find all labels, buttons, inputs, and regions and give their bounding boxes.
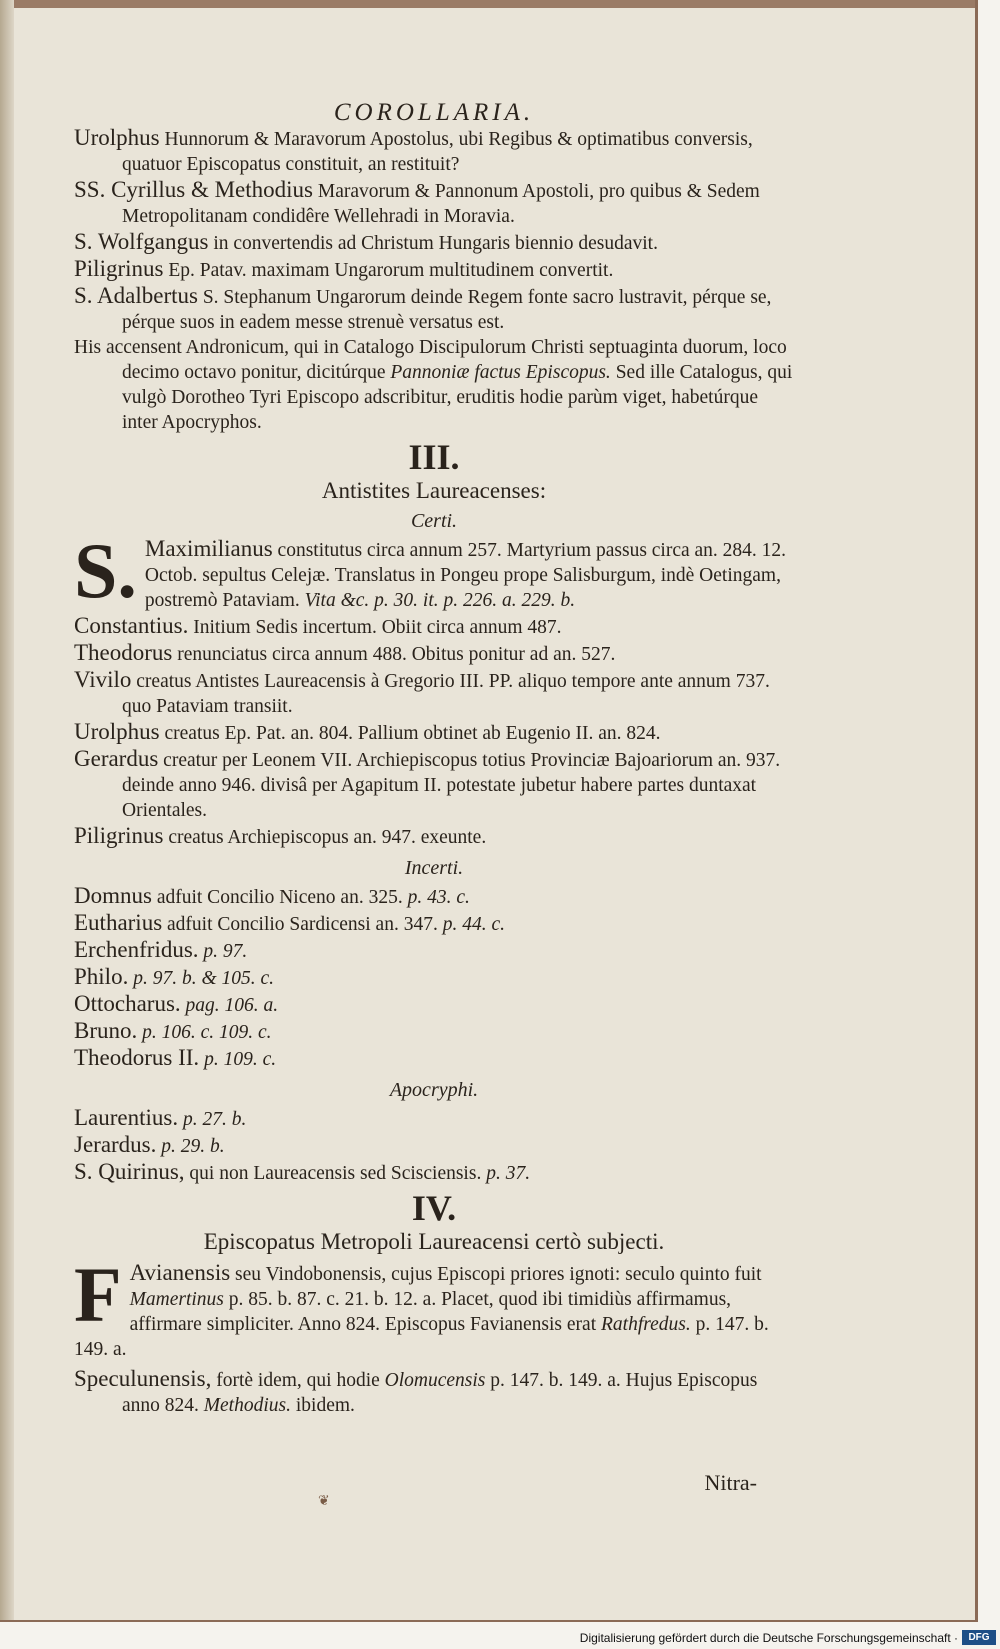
ornament-icon: ❦: [318, 1493, 330, 1509]
entry-text: adfuit Concilio Niceno an. 325.: [151, 887, 408, 908]
incerti-item: [74, 991, 794, 1018]
certi-item: [74, 640, 794, 667]
catchword: Nitra-: [704, 1470, 757, 1495]
entry-name: S. Adalbertus: [74, 283, 198, 308]
entry-name: SS. Cyrillus & Methodius: [74, 177, 313, 202]
entry-name: Erchenfridus.: [74, 937, 199, 962]
corollarium-3: [74, 229, 794, 256]
his-text-2: Sed ille Catalogus, qui vulgò Dorotheo Tyri Episcopo adscribitur, eruditis hodie parùm viget, habetúrque inter Apocryphos.: [122, 362, 793, 433]
maximilianus-text: [74, 527, 794, 614]
certi-item: [74, 823, 794, 850]
entry-text: p. 85. b. 87. c. 21. b. 12. a. Placet, quod ibi timidiùs affirmamus, affirmare simpliciter. Anno 824. Episcopus Favianensis erat: [129, 1289, 732, 1335]
certi-item: [74, 719, 794, 746]
favianensis-text: [74, 1251, 794, 1362]
entry-text: Maravorum & Pannonum Apostoli, pro quibus & Sedem Metropolitanam condidêre Wellehradi in Moravia.: [122, 181, 760, 227]
entry-name: Urolphus: [74, 719, 160, 744]
entry-name: Ottocharus.: [74, 991, 181, 1016]
apocryphi-item: [74, 1132, 794, 1159]
entry-text: p. 147. b. 149. a.: [74, 1314, 769, 1360]
entry-name: Jerardus.: [74, 1132, 157, 1157]
entry-name: Avianensis: [129, 1260, 231, 1285]
entry-name: Domnus: [74, 883, 152, 908]
corollarium-4: [74, 256, 794, 283]
corollarium-1: [74, 125, 794, 177]
entry-name: Theodorus: [74, 640, 173, 665]
section-numeral-iii: III.: [408, 437, 460, 477]
entry-ref: p. 109. c.: [204, 1049, 277, 1070]
entry-name: Bruno.: [74, 1018, 138, 1043]
incerti-list: [74, 883, 794, 1072]
incerti-item: [74, 1045, 794, 1072]
drop-capital-f: F: [74, 1251, 122, 1338]
entry-name: Speculunensis,: [74, 1366, 212, 1391]
digitization-footer: [0, 1628, 1000, 1649]
section-numeral-iv: IV.: [411, 1188, 457, 1228]
entry-text: qui non Laureacensis sed Scisciensis.: [184, 1163, 487, 1184]
entry-text: Initium Sedis incertum. Obiit circa annum 487.: [188, 617, 562, 638]
certi-item: [74, 746, 794, 823]
entry-text: p. 147. b. 149. a. Hujus Episcopus anno 824.: [122, 1370, 758, 1416]
entry-text: S. Stephanum Ungarorum deinde Regem fonte sacro lustravit, pérque se, pérque suos in eadem messe strenuè versatus est.: [122, 287, 772, 333]
entry-ref: p. 44. c.: [442, 914, 505, 935]
apocryphi-item: [74, 1105, 794, 1132]
entry-name: S. Quirinus,: [74, 1159, 185, 1184]
maximilianus-entry: [74, 527, 794, 614]
dfg-logo: DFG: [962, 1630, 996, 1645]
entry-italic: Olomucensis: [384, 1370, 486, 1391]
entry-name: S. Wolfgangus: [74, 229, 209, 254]
entry-ref: p. 106. c. 109. c.: [142, 1022, 272, 1043]
entry-ref: p. 43. c.: [407, 887, 470, 908]
page-gutter: [0, 0, 14, 1620]
entry-ref: pag. 106. a.: [185, 995, 279, 1016]
incerti-item: [74, 937, 794, 964]
entry-ref: p. 29. b.: [161, 1136, 225, 1157]
certi-heading: Certi.: [410, 510, 458, 532]
incerti-item: [74, 883, 794, 910]
apocryphi-list: [74, 1105, 794, 1186]
entry-name: Maximilianus: [144, 536, 273, 561]
favianensis-entry: [74, 1251, 794, 1362]
text-column: [74, 100, 794, 1418]
entry-name: Theodorus II.: [74, 1045, 200, 1070]
page-header: COROLLARIA.: [333, 99, 535, 126]
section-title-iii: Antistites Laureacenses:: [321, 478, 547, 503]
incerti-heading: Incerti.: [404, 857, 464, 879]
corollaria-list: [74, 125, 794, 435]
entry-ref: p. 27. b.: [182, 1109, 247, 1130]
entry-text: Hunnorum & Maravorum Apostolus, ubi Regibus & optimatibus conversis, quatuor Episcopatus constituit, an restituit?: [122, 129, 753, 175]
certi-item: [74, 613, 794, 640]
section-title-iv: Episcopatus Metropoli Laureacensi certò subjecti.: [203, 1229, 665, 1254]
entry-italic: Methodius.: [203, 1395, 291, 1416]
entry-text: seu Vindobonensis, cujus Episcopi priores ignoti: seculo quinto fuit: [230, 1264, 762, 1285]
entry-text: Ep. Patav. maximam Ungarorum multitudinem convertit.: [163, 260, 614, 281]
his-text: His accensent Andronicum, qui in Catalogo Discipulorum Christi septuaginta duorum, loco decimo octavo ponitur, dicitúrque: [74, 337, 787, 383]
entry-name: Gerardus: [74, 746, 159, 771]
corollarium-his: [74, 335, 794, 435]
apocryphi-heading: Apocryphi.: [389, 1079, 479, 1101]
entry-text: in convertendis ad Christum Hungaris biennio desudavit.: [208, 233, 658, 254]
entry-name: Constantius.: [74, 613, 189, 638]
entry-ref: Vita &c. p. 30. it. p. 226. a. 229. b.: [304, 590, 576, 611]
drop-capital-s: S.: [74, 527, 137, 614]
corollarium-5: [74, 283, 794, 335]
speculunensis-entry: [74, 1366, 794, 1418]
entry-text: ibidem.: [290, 1395, 355, 1416]
entry-ref: p. 37.: [486, 1163, 531, 1184]
incerti-item: [74, 1018, 794, 1045]
certi-item: [74, 667, 794, 719]
entry-name: Eutharius: [74, 910, 163, 935]
entry-text: creatus Ep. Pat. an. 804. Pallium obtinet ab Eugenio II. an. 824.: [159, 723, 661, 744]
entry-text: constitutus circa annum 257. Martyrium passus circa an. 284. 12. Octob. sepultus Celejæ. Translatus in Pongeu prope Salisburgum, indè Oetingam, postremò Pataviam.: [144, 540, 787, 611]
entry-name: Philo.: [74, 964, 129, 989]
entry-name: Vivilo: [74, 667, 132, 692]
his-italic: Pannoniæ factus Episcopus.: [390, 362, 611, 383]
incerti-item: [74, 964, 794, 991]
entry-text: fortè idem, qui hodie: [211, 1370, 385, 1391]
entry-name: Urolphus: [74, 125, 160, 150]
entry-italic: Rathfredus.: [601, 1314, 691, 1335]
entry-text: creatur per Leonem VII. Archiepiscopus totius Provinciæ Bajoariorum an. 937. deinde anno 946. divisâ per Agapitum II. potestate jubetur habere partes duntaxat Orientales.: [122, 750, 781, 821]
entry-name: Piligrinus: [74, 823, 164, 848]
page-top-edge: [0, 0, 975, 8]
incerti-item: [74, 910, 794, 937]
entry-text: adfuit Concilio Sardicensi an. 347.: [162, 914, 443, 935]
entry-ref: p. 97.: [203, 941, 248, 962]
corollarium-2: [74, 177, 794, 229]
footer-text: Digitalisierung gefördert durch die Deutsche Forschungsgemeinschaft ·: [579, 1631, 958, 1645]
entry-text: creatus Antistes Laureacensis à Gregorio III. PP. aliquo tempore ante annum 737. quo Pataviam transiit.: [122, 671, 770, 717]
apocryphi-item: [74, 1159, 794, 1186]
entry-name: Laurentius.: [74, 1105, 179, 1130]
entry-name: Piligrinus: [74, 256, 164, 281]
entry-ref: p. 97. b. & 105. c.: [133, 968, 275, 989]
entry-text: creatus Archiepiscopus an. 947. exeunte.: [163, 827, 487, 848]
certi-list: [74, 613, 794, 850]
entry-italic: Mamertinus: [129, 1289, 224, 1310]
entry-text: renunciatus circa annum 488. Obitus ponitur ad an. 527.: [172, 644, 616, 665]
